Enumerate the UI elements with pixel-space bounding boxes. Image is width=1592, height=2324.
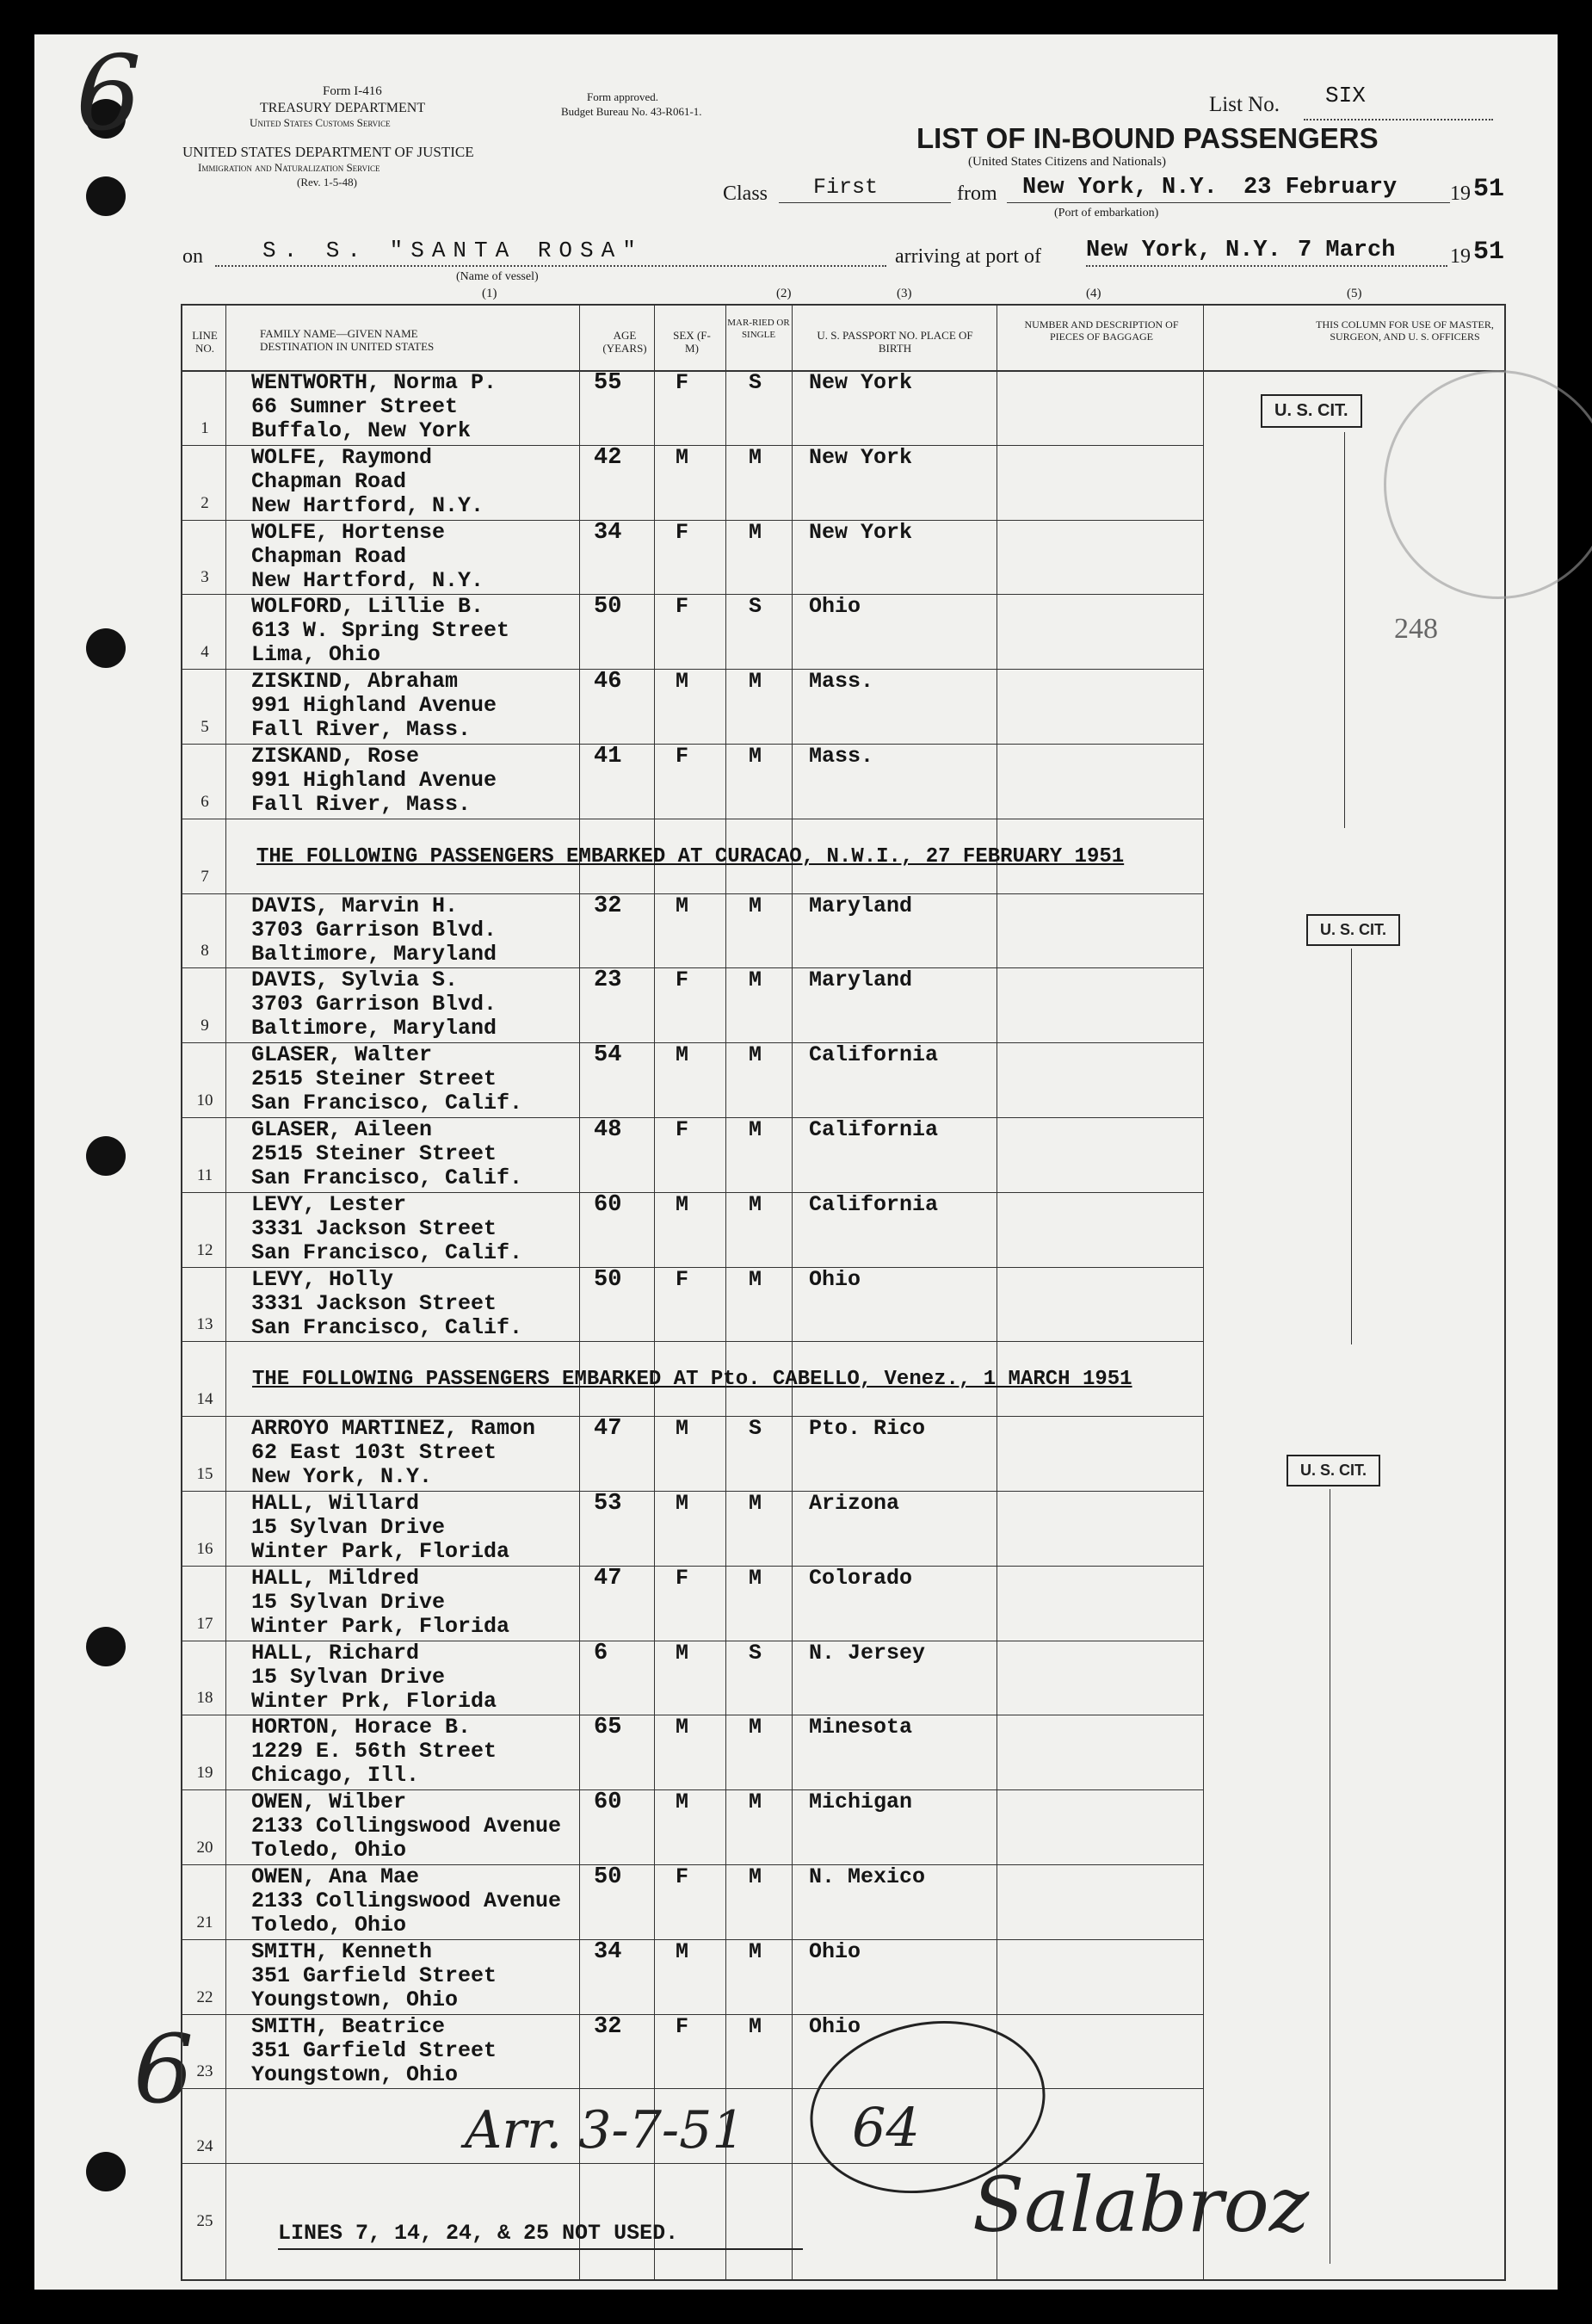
address-line-2: San Francisco, Calif. (251, 1091, 523, 1116)
port-embark-caption: (Port of embarkation) (1054, 207, 1159, 219)
sex-value: M (676, 669, 689, 695)
place-of-birth: Colorado (809, 1565, 913, 1591)
marital-status: M (749, 1266, 762, 1292)
margin-mark-bottom: 6 (133, 2014, 194, 2124)
sex-value: M (676, 1191, 689, 1217)
age-value: 34 (594, 519, 622, 546)
line-number: 22 (196, 1987, 213, 2006)
age-value: 50 (594, 1864, 622, 1890)
age-value: 34 (594, 1938, 622, 1965)
class-value: First (813, 175, 879, 200)
passenger-name: LEVY, Lester (251, 1191, 407, 1217)
line-number: 11 (196, 1165, 213, 1184)
place-of-birth: Maryland (809, 893, 913, 918)
revision-label: (Rev. 1-5-48) (297, 176, 357, 189)
line-number: 16 (196, 1539, 213, 1558)
punch-hole (86, 628, 126, 668)
passenger-name: HALL, Willard (251, 1491, 420, 1516)
sex-value: F (676, 594, 689, 620)
line-number: 23 (196, 2062, 213, 2081)
page-number: 248 (1394, 613, 1438, 645)
age-value: 53 (594, 1491, 622, 1517)
address-line-2: Winter Park, Florida (251, 1539, 510, 1564)
passenger-name: OWEN, Wilber (251, 1789, 407, 1815)
line-number: 21 (196, 1913, 213, 1932)
marital-status: M (749, 1191, 762, 1217)
sex-value: F (676, 370, 689, 395)
passenger-name: ZISKAND, Rose (251, 744, 420, 769)
arriving-label: arriving at port of (895, 245, 1041, 268)
sex-value: M (676, 1715, 689, 1740)
place-of-birth: New York (809, 519, 913, 545)
address-line-1: Chapman Road (251, 468, 407, 494)
from-date: 23 February (1243, 175, 1398, 201)
address-line-2: Buffalo, New York (251, 418, 472, 443)
marital-status: M (749, 669, 762, 695)
address-line-2: Youngstown, Ohio (251, 2061, 459, 2087)
row-separator (181, 2088, 1203, 2089)
line-number: 10 (196, 1091, 213, 1109)
age-value: 50 (594, 594, 622, 621)
column-number: (3) (897, 287, 912, 300)
age-value: 55 (594, 370, 622, 396)
address-line-2: San Francisco, Calif. (251, 1165, 523, 1190)
address-line-2: San Francisco, Calif. (251, 1314, 523, 1340)
address-line-1: 1229 E. 56th Street (251, 1739, 497, 1765)
place-of-birth: Maryland (809, 967, 913, 993)
from-label: from (957, 182, 997, 205)
age-value: 48 (594, 1117, 622, 1143)
address-line-1: 2133 Collingswood Avenue (251, 1888, 562, 1913)
age-value: 6 (594, 1640, 608, 1666)
age-value: 60 (594, 1191, 622, 1218)
place-of-birth: Ohio (809, 594, 861, 620)
punch-hole (86, 2152, 126, 2191)
us-cit-stamp: U. S. CIT. (1261, 394, 1362, 428)
sex-value: M (676, 893, 689, 918)
list-no-value: SIX (1325, 83, 1366, 108)
passenger-name: WENTWORTH, Norma P. (251, 370, 497, 395)
passenger-name: WOLFORD, Lillie B. (251, 594, 484, 620)
passenger-name: OWEN, Ana Mae (251, 1864, 420, 1889)
marital-status: M (749, 1789, 762, 1815)
us-cit-stamp: U. S. CIT. (1287, 1455, 1380, 1486)
address-line-2: Baltimore, Maryland (251, 1016, 497, 1041)
line-number: 24 (196, 2137, 213, 2156)
arrival-year-prefix: 19 (1450, 245, 1471, 268)
address-line-2: Winter Prk, Florida (251, 1688, 497, 1714)
col-header-sex: SEX (F-M) (673, 329, 711, 355)
address-line-1: 991 Highland Avenue (251, 693, 497, 719)
col-header-married: MAR-RIED OR SINGLE (727, 318, 790, 340)
handwritten-arrival-date: Arr. 3-7-51 (465, 2100, 745, 2160)
age-value: 46 (594, 669, 622, 695)
sex-value: M (676, 1042, 689, 1068)
place-of-birth: California (809, 1117, 939, 1142)
age-value: 42 (594, 444, 622, 471)
marital-status: M (749, 1117, 762, 1142)
place-of-birth: Mass. (809, 669, 874, 695)
address-line-2: San Francisco, Calif. (251, 1239, 523, 1265)
address-line-2: Chicago, Ill. (251, 1763, 420, 1789)
line-number: 20 (196, 1839, 213, 1857)
line-number: 14 (196, 1390, 213, 1409)
lines-not-used: LINES 7, 14, 24, & 25 NOT USED. (278, 2221, 679, 2246)
age-value: 65 (594, 1715, 622, 1741)
place-of-birth: Mass. (809, 744, 874, 769)
marital-status: S (749, 1416, 762, 1442)
address-line-2: Youngstown, Ohio (251, 1987, 459, 2012)
punch-hole (86, 1136, 126, 1176)
place-of-birth: N. Mexico (809, 1864, 926, 1889)
form-number: Form I-416 (323, 84, 382, 98)
line-number: 2 (201, 493, 209, 512)
address-line-2: New York, N.Y. (251, 1464, 433, 1490)
passenger-name: HALL, Richard (251, 1640, 420, 1666)
marital-status: M (749, 967, 762, 993)
line-number: 4 (201, 643, 209, 662)
address-line-2: Fall River, Mass. (251, 717, 472, 743)
marital-status: M (749, 444, 762, 470)
marital-status: M (749, 1491, 762, 1516)
place-of-birth: California (809, 1042, 939, 1068)
age-value: 54 (594, 1042, 622, 1069)
section-header-curacao: THE FOLLOWING PASSENGERS EMBARKED AT CURACAO, N.W.I., 27 FEBRUARY 1951 (256, 845, 1125, 868)
passenger-name: SMITH, Kenneth (251, 1938, 433, 1964)
line-number: 5 (201, 718, 209, 736)
passenger-name: ZISKIND, Abraham (251, 669, 459, 695)
address-line-2: Lima, Ohio (251, 642, 381, 668)
marital-status: M (749, 1864, 762, 1889)
address-line-1: 15 Sylvan Drive (251, 1589, 446, 1615)
passenger-name: WOLFE, Raymond (251, 444, 433, 470)
passenger-name: GLASER, Walter (251, 1042, 433, 1068)
place-of-birth: New York (809, 444, 913, 470)
place-of-birth: New York (809, 370, 913, 395)
sex-value: M (676, 1938, 689, 1964)
place-of-birth: Michigan (809, 1789, 913, 1815)
address-line-1: 2515 Steiner Street (251, 1141, 497, 1166)
line-number: 6 (201, 792, 209, 811)
budget-bureau: Budget Bureau No. 43-R061-1. (561, 105, 702, 118)
passenger-name: HALL, Mildred (251, 1565, 420, 1591)
column-number: (2) (776, 287, 792, 300)
address-line-1: 15 Sylvan Drive (251, 1515, 446, 1540)
line-number: 15 (196, 1465, 213, 1483)
age-value: 47 (594, 1565, 622, 1592)
sex-value: F (676, 967, 689, 993)
age-value: 47 (594, 1416, 622, 1443)
line-number: 17 (196, 1614, 213, 1633)
arrival-port: New York, N.Y. (1086, 238, 1281, 263)
from-year: 51 (1473, 175, 1505, 204)
officer-signature: Salabroz (972, 2160, 1310, 2249)
place-of-birth: Ohio (809, 2013, 861, 2039)
column-number: (4) (1086, 287, 1101, 300)
punch-hole (86, 1627, 126, 1666)
arrival-year: 51 (1473, 238, 1505, 267)
passenger-name: HORTON, Horace B. (251, 1715, 472, 1740)
address-line-1: 351 Garfield Street (251, 1962, 497, 1988)
from-port: New York, N.Y. (1022, 175, 1218, 201)
marital-status: M (749, 2013, 762, 2039)
col-header-name: FAMILY NAME—GIVEN NAME (260, 327, 418, 340)
list-no-label: List No. (1209, 93, 1280, 116)
line-number: 19 (196, 1764, 213, 1783)
punch-hole (86, 176, 126, 216)
place-of-birth: Ohio (809, 1938, 861, 1964)
address-line-1: 2515 Steiner Street (251, 1066, 497, 1092)
handwritten-count: 64 (852, 2096, 920, 2159)
place-of-birth: Arizona (809, 1491, 900, 1516)
us-cit-stamp: U. S. CIT. (1306, 914, 1400, 946)
list-title: LIST OF IN-BOUND PASSENGERS (916, 122, 1379, 154)
age-value: 41 (594, 744, 622, 770)
arrival-date: 7 March (1298, 238, 1396, 263)
line-number: 12 (196, 1240, 213, 1259)
place-of-birth: N. Jersey (809, 1640, 926, 1666)
address-line-1: 2133 Collingswood Avenue (251, 1814, 562, 1839)
place-of-birth: Pto. Rico (809, 1416, 926, 1442)
marital-status: M (749, 1938, 762, 1964)
marital-status: S (749, 594, 762, 620)
margin-mark-top: 6 (76, 34, 142, 154)
sex-value: M (676, 1789, 689, 1815)
sex-value: F (676, 1117, 689, 1142)
marital-status: M (749, 1715, 762, 1740)
class-label: Class (723, 182, 768, 205)
form-approved: Form approved. (587, 90, 659, 103)
sex-value: F (676, 1864, 689, 1889)
sex-value: M (676, 1416, 689, 1442)
column-number: (1) (482, 287, 497, 300)
address-line-1: 351 Garfield Street (251, 2037, 497, 2063)
age-value: 23 (594, 967, 622, 994)
address-line-2: Toledo, Ohio (251, 1838, 407, 1864)
sex-value: F (676, 2013, 689, 2039)
sex-value: M (676, 444, 689, 470)
passenger-name: GLASER, Aileen (251, 1117, 433, 1142)
sex-value: F (676, 1266, 689, 1292)
on-label: on (182, 245, 203, 268)
col-header-officer: THIS COLUMN FOR USE OF MASTER, SURGEON, AND U. S. OFFICERS (1316, 318, 1494, 343)
col-header-age: AGE (YEARS) (602, 329, 647, 355)
age-value: 32 (594, 893, 622, 919)
passenger-name: ARROYO MARTINEZ, Ramon (251, 1416, 536, 1442)
address-line-1: 3703 Garrison Blvd. (251, 992, 497, 1017)
justice-label: UNITED STATES DEPARTMENT OF JUSTICE (182, 144, 474, 160)
passenger-name: LEVY, Holly (251, 1266, 394, 1292)
address-line-2: Fall River, Mass. (251, 792, 472, 817)
passenger-name: DAVIS, Sylvia S. (251, 967, 459, 993)
age-value: 50 (594, 1266, 622, 1293)
line-number: 18 (196, 1689, 213, 1708)
address-line-2: Winter Park, Florida (251, 1613, 510, 1639)
line-number: 9 (201, 1017, 209, 1035)
place-of-birth: Minesota (809, 1715, 913, 1740)
sex-value: M (676, 1491, 689, 1516)
vessel-caption: (Name of vessel) (456, 270, 539, 283)
column-number: (5) (1347, 287, 1362, 300)
line-number: 25 (196, 2212, 213, 2230)
line-number: 8 (201, 942, 209, 961)
col-header-baggage: NUMBER AND DESCRIPTION OF PIECES OF BAGGAGE (1024, 318, 1179, 343)
col-header-destination: DESTINATION IN UNITED STATES (260, 340, 435, 353)
manifest-page (34, 34, 1558, 2290)
col-header-line-no: LINE NO. (192, 329, 218, 355)
line-number: 13 (196, 1315, 213, 1334)
line-number: 3 (201, 568, 209, 587)
from-year-prefix: 19 (1450, 182, 1471, 205)
immigration-label: Immigration and Naturalization Service (198, 161, 380, 174)
address-line-2: Baltimore, Maryland (251, 941, 497, 967)
section-header-cabello: THE FOLLOWING PASSENGERS EMBARKED AT Pto. CABELLO, Venez., 1 MARCH 1951 (252, 1368, 1132, 1391)
address-line-2: New Hartford, N.Y. (251, 492, 484, 518)
place-of-birth: Ohio (809, 1266, 861, 1292)
address-line-2: Toledo, Ohio (251, 1913, 407, 1938)
col-header-passport: U. S. PASSPORT NO. PLACE OF BIRTH (817, 329, 973, 355)
list-subtitle: (United States Citizens and Nationals) (968, 155, 1166, 169)
marital-status: S (749, 1640, 762, 1666)
line-number: 1 (201, 418, 209, 437)
treasury-label: TREASURY DEPARTMENT (260, 101, 426, 115)
age-value: 32 (594, 2013, 622, 2040)
marital-status: M (749, 1565, 762, 1591)
place-of-birth: California (809, 1191, 939, 1217)
address-line-1: 3703 Garrison Blvd. (251, 917, 497, 943)
customs-label: United States Customs Service (250, 116, 391, 129)
sex-value: F (676, 1565, 689, 1591)
address-line-2: New Hartford, N.Y. (251, 567, 484, 593)
address-line-1: 613 W. Spring Street (251, 618, 510, 644)
line-number: 7 (201, 867, 209, 886)
marital-status: M (749, 519, 762, 545)
address-line-1: Chapman Road (251, 543, 407, 569)
address-line-1: 62 East 103t Street (251, 1440, 497, 1466)
passenger-name: WOLFE, Hortense (251, 519, 446, 545)
row-separator (181, 1341, 1203, 1342)
address-line-1: 3331 Jackson Street (251, 1290, 497, 1316)
address-line-1: 15 Sylvan Drive (251, 1664, 446, 1690)
marital-status: M (749, 893, 762, 918)
sex-value: F (676, 744, 689, 769)
marital-status: M (749, 744, 762, 769)
vessel-name: S. S. "SANTA ROSA" (262, 238, 644, 263)
passenger-name: DAVIS, Marvin H. (251, 893, 459, 918)
address-line-1: 66 Sumner Street (251, 394, 459, 419)
age-value: 60 (594, 1789, 622, 1816)
marital-status: M (749, 1042, 762, 1068)
passenger-name: SMITH, Beatrice (251, 2013, 446, 2039)
sex-value: F (676, 519, 689, 545)
marital-status: S (749, 370, 762, 395)
address-line-1: 3331 Jackson Street (251, 1215, 497, 1241)
address-line-1: 991 Highland Avenue (251, 768, 497, 793)
sex-value: M (676, 1640, 689, 1666)
